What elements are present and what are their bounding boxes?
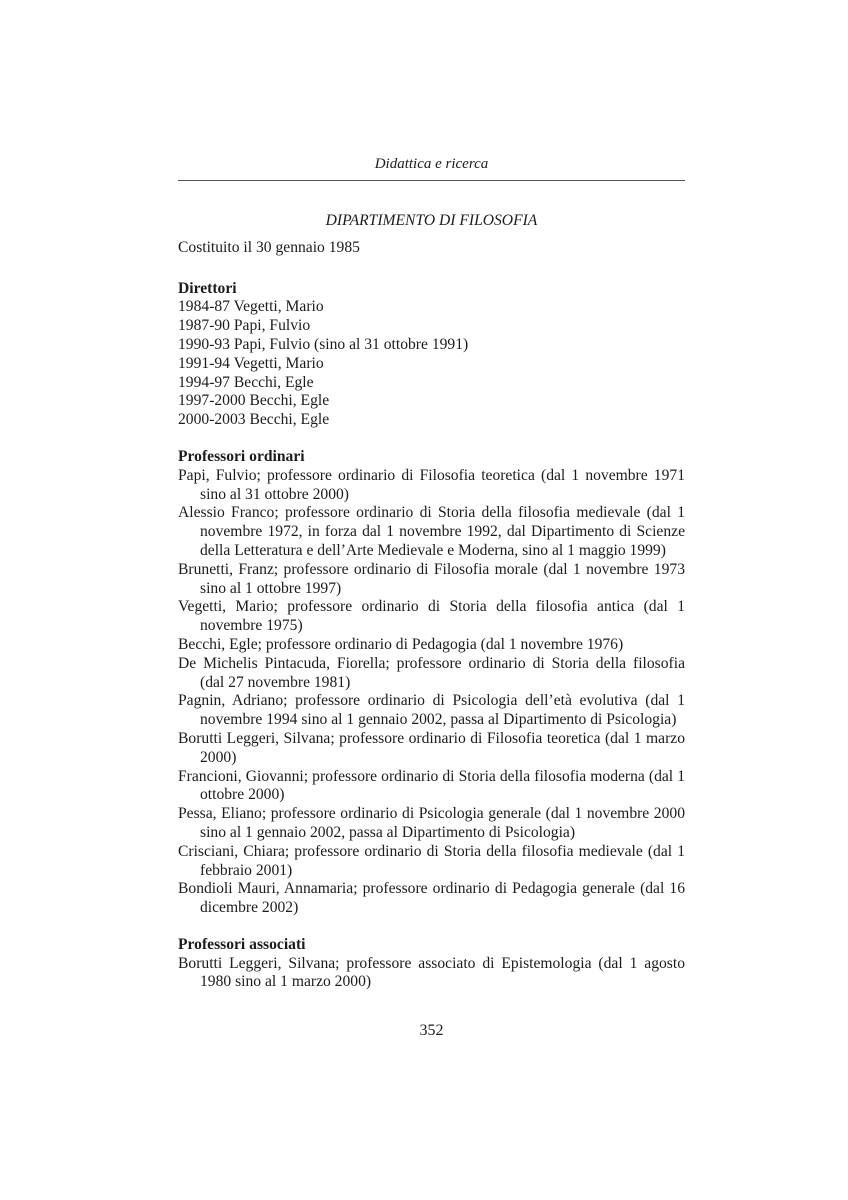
- directors-section: [178, 280, 685, 430]
- header-rule: [178, 180, 685, 181]
- full-professors-section: [178, 448, 685, 918]
- professor-entry: Francioni, Giovanni; professore ordinario di Storia della filosofia moderna (dal 1 ottobre 2000): [178, 767, 685, 804]
- directors-heading: Direttori: [178, 279, 237, 297]
- director-line: 1991-94 Vegetti, Mario: [178, 354, 324, 372]
- director-line: 1990-93 Papi, Fulvio (sino al 31 ottobre 1991): [178, 335, 469, 353]
- professor-entry: De Michelis Pintacuda, Fiorella; professore ordinario di Storia della filosofia (dal 27 novembre 1981): [178, 654, 685, 691]
- director-line: 1984-87 Vegetti, Mario: [178, 298, 324, 316]
- page-content: [178, 212, 685, 1010]
- director-line: 1994-97 Becchi, Egle: [178, 373, 314, 391]
- professor-entry: Pessa, Eliano; professore ordinario di Psicologia generale (dal 1 novembre 2000 sino al 1 gennaio 2002, passa al Dipartimento di Psicologia): [178, 805, 685, 841]
- department-title: DIPARTIMENTO DI FILOSOFIA: [325, 212, 538, 229]
- director-line: 2000-2003 Becchi, Egle: [178, 411, 330, 429]
- running-head: Didattica e ricerca: [374, 156, 489, 172]
- director-line: 1997-2000 Becchi, Egle: [178, 392, 330, 410]
- professor-entry: Borutti Leggeri, Silvana; professore ordinario di Filosofia teoretica (dal 1 marzo 2000): [178, 729, 685, 766]
- associate-professors-section: [178, 936, 685, 992]
- director-line: 1987-90 Papi, Fulvio: [178, 317, 311, 335]
- professor-entry: Borutti Leggeri, Silvana; professore associato di Epistemologia (dal 1 agosto 1980 sino al 1 marzo 2000): [178, 954, 685, 991]
- founded-line: Costituito il 30 gennaio 1985: [178, 238, 360, 256]
- professor-entry: Brunetti, Franz; professore ordinario di Filosofia morale (dal 1 novembre 1973 sino al 1 ottobre 1997): [178, 560, 685, 597]
- professor-entry: Alessio Franco; professore ordinario di Storia della filosofia medievale (dal 1 novembre 1972, in forza dal 1 novembre 1992, dal Dipartimento di Scienze della Letteratura e dell’Arte Medievale e Moderna, sino al 1 maggio 1999): [178, 504, 685, 559]
- professor-entry: Pagnin, Adriano; professore ordinario di Psicologia dell’età evolutiva (dal 1 novembre 1994 sino al 1 gennaio 2002, passa al Dipartimento di Psicologia): [178, 692, 685, 729]
- professor-entry: Crisciani, Chiara; professore ordinario di Storia della filosofia medievale (dal 1 febbraio 2001): [178, 842, 685, 879]
- page-number: 352: [419, 1022, 444, 1039]
- professor-entry: Becchi, Egle; professore ordinario di Pedagogia (dal 1 novembre 1976): [178, 635, 624, 653]
- professor-entry: Bondioli Mauri, Annamaria; professore ordinario di Pedagogia generale (dal 16 dicembre 2002): [178, 880, 685, 917]
- associate-professors-heading: Professori associati: [178, 935, 306, 953]
- professor-entry: Vegetti, Mario; professore ordinario di Storia della filosofia antica (dal 1 novembre 1975): [178, 598, 685, 635]
- professor-entry: Papi, Fulvio; professore ordinario di Filosofia teoretica (dal 1 novembre 1971 sino al 31 ottobre 2000): [178, 466, 685, 503]
- full-professors-heading: Professori ordinari: [178, 447, 305, 465]
